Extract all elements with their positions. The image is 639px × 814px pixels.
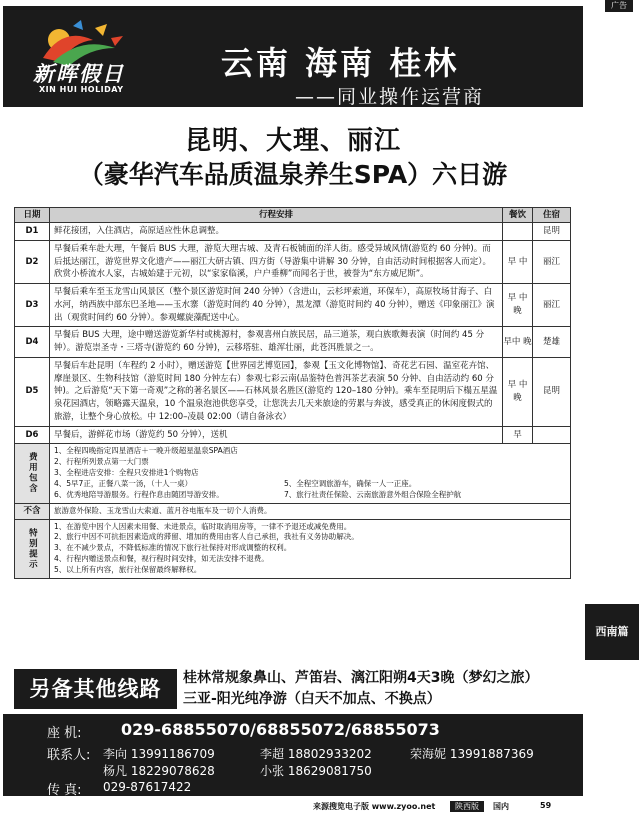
- table-row: [15, 240, 571, 283]
- fees-line: 5、全程空调旅游车，确保一人一正座。: [284, 478, 417, 488]
- header-stay: 住宿: [533, 208, 571, 223]
- header-meal: 餐饮: [503, 208, 533, 223]
- fees-cell: [50, 444, 571, 503]
- exclusions-row: [15, 503, 571, 519]
- contacts-label: 联系人:: [47, 748, 91, 763]
- tip-line: 2、旅行中因不可抗拒因素造成的滞留、增加的费用由客人自己承担，我社有义务协助解决。: [54, 532, 359, 542]
- day-cell: D6: [15, 426, 50, 444]
- fees-label-cell: [15, 444, 50, 503]
- meal-cell: 早中 晚: [503, 327, 533, 358]
- contact-person: 李向 13991186709: [103, 747, 215, 761]
- day-cell: D4: [15, 327, 50, 358]
- fees-line-pair: [54, 479, 566, 490]
- day-cell: D5: [15, 357, 50, 426]
- desc-cell: 早餐后，游鲜花市场（游览约 50 分钟），送机: [50, 426, 503, 444]
- section-tab: 西南篇: [585, 604, 639, 660]
- desc-cell: 早餐后车赴昆明（车程约 2 小时），赠送游览【世界园艺博览园】，参观【玉文化博物馆】、奇花艺石园、温室花卉馆、摩崖景区、生物科技馆（游览时间 180 分钟左右）参观七彩云南(品鉴特色普洱茶艺表演 50 分钟、自由活动约 60 分钟)。之后游览“天下第一奇观”之称的著名景区——石林风景名胜区(游览约 120–180 分钟)。乘车至昆明后下榻五星温泉花园酒店，领略露天温泉，10 个温泉泡池供您享受，让您洗去几天来旅途的劳累与奔波，感受真正的休闲度假式的旅游，让整个身心放松。中 12:00–凌晨 02:00（请自备泳衣）: [50, 357, 503, 426]
- exclusions-label: 不含: [15, 503, 50, 519]
- fees-line: 7、旅行社责任保险、云南旅游意外组合保险全程护航: [284, 489, 462, 499]
- contact-person: 杨凡 18229078628: [103, 764, 215, 778]
- other-route-line: 三亚-阳光纯净游（白天不加点、不换点）: [183, 691, 441, 707]
- fees-line: 2、行程所列景点第一大门票: [54, 457, 149, 467]
- tip-line: 1、在游览中因个人因素未用餐、未进景点，临时取消用房等，一律不予退还或减免费用。: [54, 521, 352, 531]
- stay-cell: 丽江: [533, 284, 571, 327]
- meal-cell: [503, 223, 533, 241]
- header-schedule: 行程安排: [50, 208, 503, 223]
- stay-cell: 昆明: [533, 357, 571, 426]
- meal-cell: 早 中: [503, 240, 533, 283]
- fees-line: 4、5早7正，正餐八菜一汤，（十人一桌）: [54, 478, 193, 488]
- fees-label: 费用包含: [27, 452, 38, 495]
- other-route-line: 桂林常规象鼻山、芦笛岩、漓江阳朔4天3晚（梦幻之旅）: [183, 670, 539, 686]
- footer-site: 来源搜览电子版 www.zyoo.net: [313, 802, 436, 811]
- phone-value: 029-68855070/68855072/68855073: [121, 720, 440, 739]
- fax-label: 传 真:: [47, 783, 82, 798]
- table-row: [15, 426, 571, 444]
- header-subtitle: ——同业操作运营商: [295, 86, 485, 108]
- logo-subtitle: XIN HUI HOLIDAY: [39, 85, 124, 94]
- fax-value: 029-87617422: [103, 780, 192, 794]
- contact-person: 李超 18802933202: [260, 747, 372, 761]
- header-banner: [3, 6, 583, 107]
- table-row: [15, 284, 571, 327]
- phone-label: 座 机:: [47, 726, 82, 741]
- fees-row: [15, 444, 571, 503]
- day-cell: D3: [15, 284, 50, 327]
- ad-tag: 广告: [605, 0, 633, 12]
- table-row: [15, 357, 571, 426]
- stay-cell: 昆明: [533, 223, 571, 241]
- meal-cell: 早 中 晚: [503, 357, 533, 426]
- fees-line: 6、优秀地陪导游服务。行程作息由随团导游安排。: [54, 489, 224, 499]
- other-routes-label: 另备其他线路: [14, 669, 177, 709]
- tip-line: 4、行程内赠送景点和餐，视行程时间安排，如无法安排不退费。: [54, 554, 269, 564]
- stay-cell: 丽江: [533, 240, 571, 283]
- contact-person: 小张 18629081750: [260, 764, 372, 778]
- header-title: 云南 海南 桂林: [221, 44, 460, 82]
- desc-cell: 早餐后乘车至玉龙雪山风景区（整个景区游览时间 240 分钟）（含进山，云杉坪索道，环保车），高原牧场甘海子、白水河，纳西族中部东巴圣地——玉水寨（游览时间约 40 分钟），黑龙潭（游览时间约 40 分钟），赠送《印象丽江》演出（观赏时间约 60 分钟）。参观螺旋藻配送中心。: [50, 284, 503, 327]
- header-date: 日期: [15, 208, 50, 223]
- fees-line: 1、全程四晚指定四星酒店＋一晚升级超星温泉SPA酒店: [54, 446, 238, 456]
- desc-cell: 鲜花接团，入住酒店，高原适应性休息调整。: [50, 223, 503, 241]
- day-cell: D2: [15, 240, 50, 283]
- stay-cell: 楚雄: [533, 327, 571, 358]
- desc-cell: 早餐后 BUS 大理，途中赠送游览新华村或桃源村，参观喜州白族民居，品三道茶，观白族歌舞表演（时间约 45 分钟）。游览崇圣寺・三塔寺(游览约 60 分钟)，云移塔驻、雄浑壮丽，此苍洱胜景之一。: [50, 327, 503, 358]
- tip-line: 3、在不减少景点，不降低标准的情况下旅行社保持对形成调整的权利。: [54, 543, 292, 553]
- day-cell: D1: [15, 223, 50, 241]
- tips-label: 特别提示: [27, 527, 38, 570]
- logo-text: 新晖假日: [33, 62, 125, 86]
- table-row: [15, 223, 571, 241]
- page-number: 59: [540, 801, 552, 810]
- tips-label-cell: [15, 519, 50, 578]
- desc-cell: 早餐后乘车赴大理，午餐后 BUS 大理，游览大理古城、及青石板铺面的洋人街。感受异域风情(游览约 60 分钟)。而后抵达丽江，游览世界文化遗产——丽江大研古镇、四方街（导游集中讲解 30 分钟，自由活动时间根据客人而定）。欣赏小桥流水人家，古城始建于元初，以“家家临溪，户户垂柳”而闻名于世，被誉为“东方威尼斯”。: [50, 240, 503, 283]
- contact-panel: [3, 714, 583, 796]
- product-title-line1: 昆明、大理、丽江: [184, 126, 401, 156]
- tips-row: [15, 519, 571, 578]
- tips-cell: [50, 519, 571, 578]
- stay-cell: [533, 426, 571, 444]
- fees-line-pair: [54, 490, 566, 501]
- product-title-line2: （豪华汽车品质温泉养生SPA）六日游: [78, 160, 508, 189]
- meal-cell: 早 中 晚: [503, 284, 533, 327]
- itinerary-table: [14, 207, 571, 579]
- table-header-row: [15, 208, 571, 223]
- fees-line: 3、全程进店安排：全程只安排进1个购物店: [54, 468, 199, 477]
- footer-region-tag: 陕西版: [450, 801, 484, 812]
- tip-line: 5、以上所有内容，旅行社保留最终解释权。: [54, 565, 202, 574]
- exclusions-cell: 旅游意外保险、玉龙雪山大索道、蓝月谷电瓶车及一切个人消费。: [50, 503, 571, 519]
- footer-section: 国内: [493, 802, 509, 811]
- contact-person: 荣海妮 13991887369: [410, 747, 534, 761]
- table-row: [15, 327, 571, 358]
- meal-cell: 早: [503, 426, 533, 444]
